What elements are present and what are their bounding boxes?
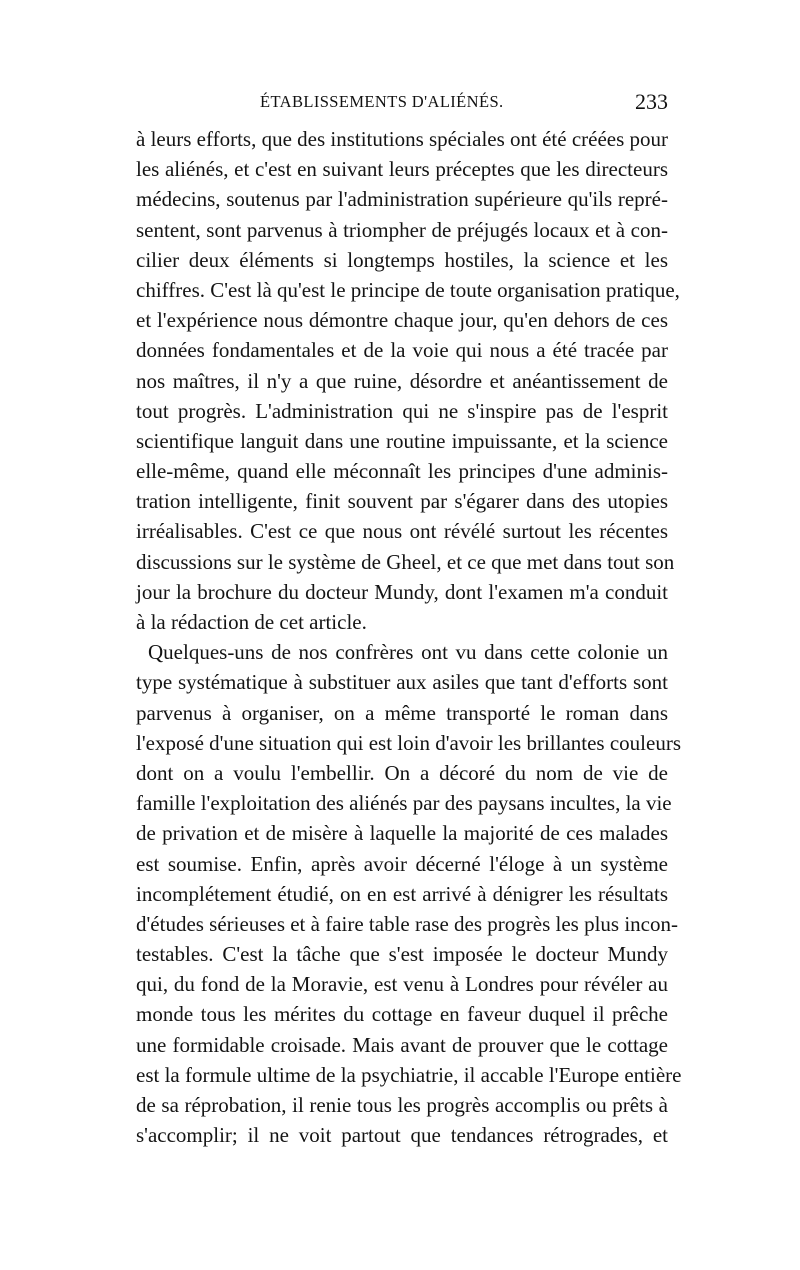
- text-line: discussions sur le système de Gheel, et ce que met dans tout son: [136, 549, 675, 574]
- text-line: d'études sérieuses et à faire table rase des progrès les plus incon-: [136, 911, 679, 936]
- text-line: les aliénés, et c'est en suivant leurs préceptes que les directeurs: [136, 157, 668, 182]
- text-line: tout progrès. L'administration qui ne s'inspire pas de l'esprit: [136, 398, 668, 423]
- body-text: [136, 124, 682, 1150]
- text-line: nos maîtres, il n'y a que ruine, désordre et anéantissement de: [136, 368, 668, 393]
- paragraph: [136, 637, 682, 1150]
- text-line: données fondamentales et de la voie qui nous a été tracée par: [136, 338, 668, 363]
- text-line: à la rédaction de cet article.: [136, 610, 367, 634]
- text-line: s'accomplir; il ne voit partout que tendances rétrogrades, et: [136, 1123, 668, 1148]
- text-line: type systématique à substituer aux asiles que tant d'efforts sont: [136, 670, 668, 695]
- text-line: elle-même, quand elle méconnaît les principes d'une adminis-: [136, 459, 668, 484]
- text-line: incomplétement étudié, on en est arrivé à dénigrer les résultats: [136, 881, 668, 906]
- page-number: 233: [635, 89, 668, 114]
- text-line: est soumise. Enfin, après avoir décerné l'éloge à un système: [136, 851, 668, 876]
- text-line: famille l'exploitation des aliénés par des paysans incultes, la vie: [136, 791, 672, 816]
- text-line: irréalisables. C'est ce que nous ont révélé surtout les récentes: [136, 519, 668, 544]
- text-line: cilier deux éléments si longtemps hostiles, la science et les: [136, 247, 668, 272]
- text-line: Quelques-uns de nos confrères ont vu dans cette colonie un: [148, 640, 668, 665]
- text-line: monde tous les mérites du cottage en faveur duquel il prêche: [136, 1002, 668, 1027]
- text-line: dont on a voulu l'embellir. On a décoré du nom de vie de: [136, 760, 668, 785]
- page-header: [136, 89, 668, 120]
- text-line: parvenus à organiser, on a même transporté le roman dans: [136, 700, 668, 725]
- text-line: scientifique languit dans une routine impuissante, et la science: [136, 428, 668, 453]
- text-line: de privation et de misère à laquelle la majorité de ces malades: [136, 821, 668, 846]
- text-line: sentent, sont parvenus à triompher de préjugés locaux et à con-: [136, 217, 668, 242]
- paragraph: [136, 124, 680, 637]
- text-line: à leurs efforts, que des institutions spéciales ont été créées pour: [136, 127, 669, 151]
- text-line: tration intelligente, finit souvent par s'égarer dans des utopies: [136, 489, 668, 514]
- text-line: médecins, soutenus par l'administration supérieure qu'ils repré-: [136, 187, 668, 212]
- text-line: qui, du fond de la Moravie, est venu à Londres pour révéler au: [136, 972, 668, 997]
- text-line: testables. C'est la tâche que s'est imposée le docteur Mundy: [136, 942, 668, 967]
- text-line: et l'expérience nous démontre chaque jour, qu'en dehors de ces: [136, 308, 668, 333]
- running-title: ÉTABLISSEMENTS D'ALIÉNÉS.: [260, 92, 504, 111]
- text-line: est la formule ultime de la psychiatrie, il accable l'Europe entière: [136, 1062, 682, 1087]
- text-line: de sa réprobation, il renie tous les progrès accomplis ou prêts à: [136, 1093, 668, 1117]
- text-line: jour la brochure du docteur Mundy, dont l'examen m'a conduit: [136, 579, 668, 604]
- text-line: l'exposé d'une situation qui est loin d'avoir les brillantes couleurs: [136, 730, 681, 755]
- text-line: chiffres. C'est là qu'est le principe de toute organisation pratique,: [136, 277, 680, 302]
- text-line: une formidable croisade. Mais avant de prouver que le cottage: [136, 1032, 668, 1057]
